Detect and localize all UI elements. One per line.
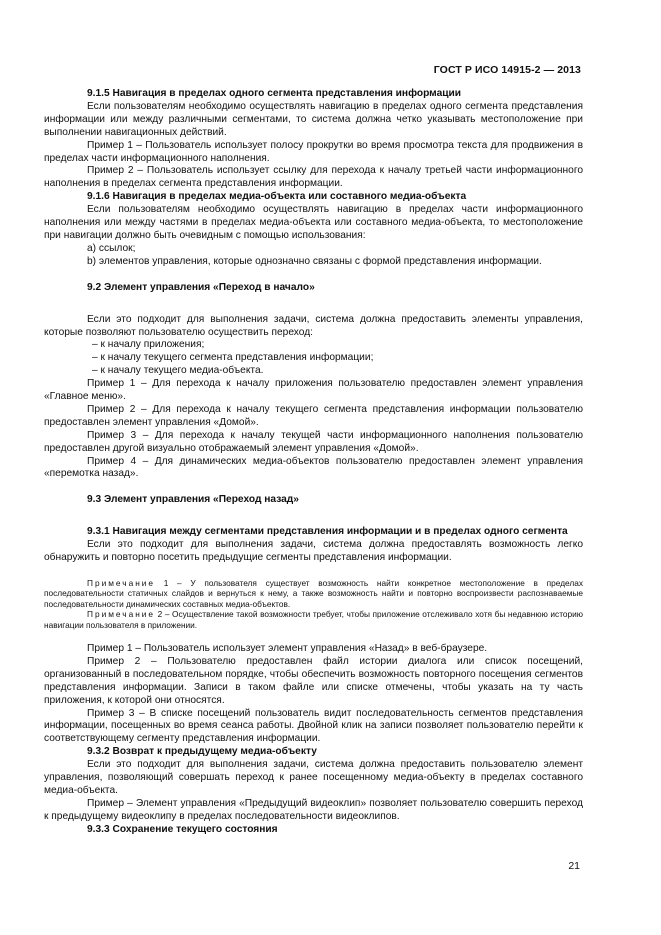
example-paragraph: Пример 4 – Для динамических медиа-объектов пользователю предоставлен элемент управления «перемотка назад». [44,455,583,480]
example-paragraph: Пример 2 – Пользователю предоставлен файл истории диалога или список посещений, организованный в последовательном порядке, чтобы обеспечить возможность повторного посещения сегментов представления информации. Записи в таком файле или списке отмечены, чтобы указать на ту часть приложения, к которой они относятся. [44,655,583,706]
note-paragraph [44,578,583,609]
example-paragraph: Пример 3 – В списке посещений пользователь видит последовательность сегментов представления информации, посещенных во время сеанса работы. Двойной клик на записи позволяет пользователю перейти к соответствующему сегменту представления информации. [44,707,583,745]
section-heading-9-1-6: 9.1.6 Навигация в пределах медиа-объекта или составного медиа-объекта [87,191,467,203]
example-paragraph: Пример 1 – Для перехода к началу приложения пользователю предоставлен элемент управления «Главное меню». [44,378,583,403]
page-number: 21 [568,860,580,872]
list-item: – к началу текущего сегмента представления информации; [92,352,374,364]
note-label: Примечание [87,578,156,588]
list-item: – к началу приложения; [92,339,205,351]
paragraph: Если пользователям необходимо осуществлять навигацию в пределах одного сегмента представления информации или между различными сегментами, то система должна четко указывать местоположение при выполнении навигационных действий. [44,100,583,138]
section-heading-9-3-1: 9.3.1 Навигация между сегментами представления информации и в пределах одного сегмента [87,526,568,538]
example-paragraph: Пример 1 – Пользователь использует элемент управления «Назад» в веб-браузере. [87,643,488,655]
note-paragraph [44,609,583,630]
example-paragraph: Пример 2 – Для перехода к началу текущего сегмента представления информации пользователю предоставлен элемент управления «Домой». [44,403,583,428]
list-item: – к началу текущего медиа-объекта. [92,365,264,377]
section-heading-9-3: 9.3 Элемент управления «Переход назад» [87,494,299,506]
section-heading-9-1-5: 9.1.5 Навигация в пределах одного сегмента представления информации [87,88,462,99]
paragraph: Если пользователям необходимо осуществлять навигацию в пределах части информационного наполнения или между частями в пределах медиа-объекта или составного медиа-объекта, то местоположение при навигации должно быть очевидным с помощью использования: [44,204,583,241]
note-text: 2 – Осуществление такой возможности требует, чтобы приложение отслеживало хотя бы недавнюю историю навигации пользователя в приложении. [44,609,583,630]
note-label: Примечание [87,609,156,620]
page-content [44,88,583,837]
paragraph: Если это подходит для выполнения задачи, система должна предоставлять возможность легко обнаружить и повторно посетить предыдущие сегменты представления информации. [44,539,583,564]
section-heading-9-3-3: 9.3.3 Сохранение текущего состояния [87,823,278,835]
example-paragraph: Пример 2 – Пользователь использует ссылку для перехода к началу третьей части информационного наполнения в пределах сегмента представления информации. [44,165,583,190]
paragraph: Если это подходит для выполнения задачи, система должна предоставить пользователю элемент управления, позволяющий совершать переход к ранее посещенному медиа-объекту в пределах составного медиа-объекта. [44,759,583,796]
paragraph: Если это подходит для выполнения задачи, система должна предоставить элементы управления, которые позволяют пользователю осуществить переход: [44,313,583,338]
example-paragraph: Пример – Элемент управления «Предыдущий видеоклип» позволяет пользователю совершить переход к предыдущему видеоклипу в пределах последовательности видеоклипов. [44,797,583,822]
list-item: b) элементов управления, которые однозначно связаны с формой представления информации. [87,255,542,267]
section-heading-9-3-2: 9.3.2 Возврат к предыдущему медиа-объекту [87,746,317,758]
example-paragraph: Пример 1 – Пользователь использует полосу прокрутки во время просмотра текста для продвижения в пределах части информационного наполнения. [44,139,583,164]
note-text: 1 – У пользователя существует возможность найти конкретное местоположение в пределах последовательности статичных слайдов и вернуться к нему, а также возможность найти и повторно воспроизвести распознаваемые последовательности динамических составных медиа-объектов. [44,578,583,609]
section-heading-9-2: 9.2 Элемент управления «Переход в начало» [87,281,315,293]
list-item: а) ссылок; [87,242,136,254]
example-paragraph: Пример 3 – Для перехода к началу текущей части информационного наполнения пользователю предоставлен другой визуально отображаемый элемент управления «Домой». [44,429,583,454]
document-header: ГОСТ Р ИСО 14915-2 — 2013 [433,64,581,76]
